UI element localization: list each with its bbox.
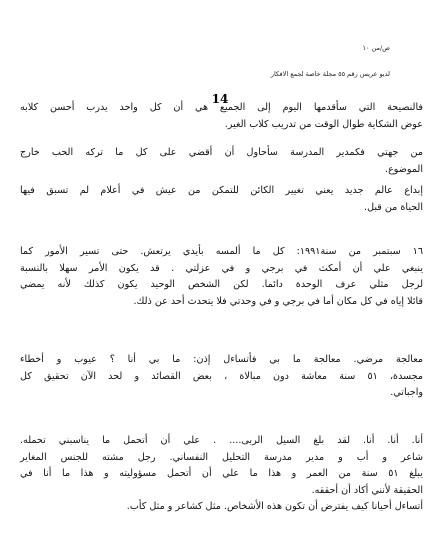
header-note: لديو عريس رقم ٥٥ مجلة خاصة لجمع الافكار — [270, 70, 390, 78]
paragraph-line: مجسدة، ٥١ سنة معاشة دون مبالاة ، بعض القصائد و لحد الآن تحقيق كل — [20, 370, 423, 382]
paragraph-line: الحياة من قبل. — [364, 201, 423, 213]
paragraph-line: الموضوع. — [385, 163, 423, 175]
paragraph-5 — [20, 352, 423, 402]
paragraph-line: شاعر و أب و مدير مدرسة التحليل النفساني. رجل مشته للجنس المغاير — [20, 451, 423, 463]
paragraph-line: فالنصيحة التي سأقدمها اليوم إلى الجميع هي أن كل واحد يدرب أحسن كلابه — [20, 102, 423, 113]
paragraph-line: قائلا إياه في كل مكان أما في برجي و في وحدتي فلا يتحدث أحد عن ذلك. — [133, 295, 423, 307]
paragraph-line: عوض الشكاية طوال الوقت من تدريب كلاب الغير. — [224, 118, 423, 130]
paragraph-6 — [20, 433, 423, 516]
paragraph-4 — [20, 244, 423, 310]
paragraph-line: معالجة مرضي. معالجة ما بي فأتساءل إذن: ما بي أنا ؟ عيوب و أخطاء — [20, 354, 423, 365]
page-number: ص/من ١٠ — [362, 44, 390, 52]
paragraph-line: لرجل مثلي عرف الوحدة دائما. لكن الشخص الوحيد يكون كذلك لأنه يمضي — [20, 279, 423, 290]
paragraph-3 — [20, 183, 423, 216]
paragraph-line: واجباتي. — [390, 387, 423, 398]
paragraph-1 — [20, 100, 423, 133]
paragraph-line: ينبغي علي أن أمكث في برجي و في عزلتي . قد يكون الأمر سهلا بالنسبة — [20, 262, 423, 274]
paragraph-line: أنا. أنا. أنا. لقد بلغ السيل الربى.... . علي أن أتحمل ما يناسبني تحمله. — [20, 435, 423, 446]
paragraph-line: أتساءل أحيانا كيف يفترض أن تكون هذه الأشخاص. مثل كشاعر و مثل كأب. — [126, 501, 423, 512]
chapter-number: 14 — [211, 92, 229, 106]
paragraph-line: من جهتي فكمدير المدرسة سأحاول أن أقضي على كل ما تركه الحب خارج — [20, 147, 423, 158]
paragraph-line: يبلغ ٥١ سنة من العمر و هذا ما علي أن أتحمل مسؤوليته و هذا ما أنا في — [20, 468, 423, 479]
paragraph-line: إبداع عالم جديد يعني تغيير الكائن للتمكن من عيش في أعلام لم تسبق فيها — [20, 185, 423, 196]
paragraph-line: الحقيقة لأنني أكاد أن أحققه. — [311, 484, 423, 496]
paragraph-line: ١٦ سبتمبر من سنة١٩٩١: كل ما ألمسه بأيدي يرتعش. حتى تسير الأمور كما — [20, 246, 423, 257]
paragraph-2 — [20, 145, 423, 178]
